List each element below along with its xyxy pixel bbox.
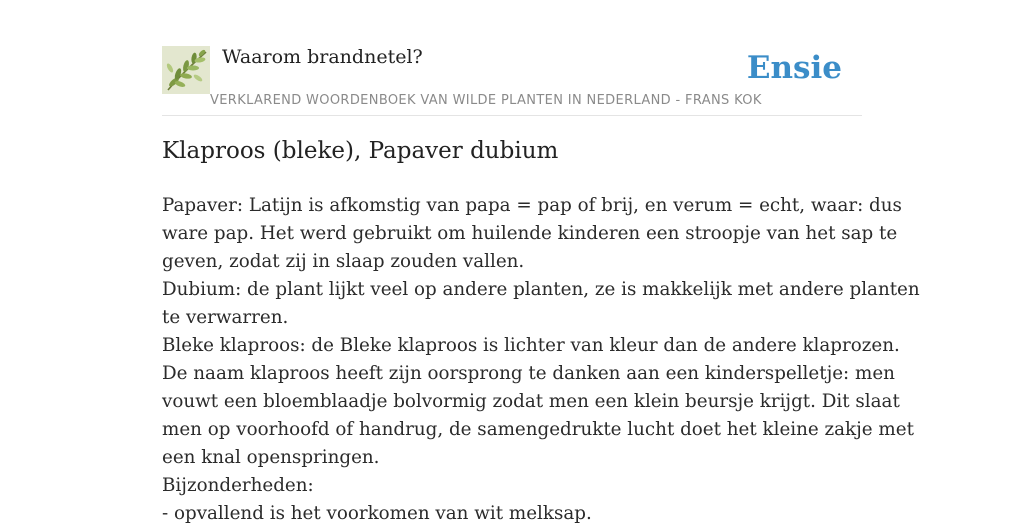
body-line: geven, zodat zij in slaap zouden vallen. <box>162 251 525 272</box>
body-line: men op voorhoofd of handrug, de samengedrukte lucht doet het kleine zakje met <box>162 419 914 440</box>
entry-body <box>162 192 920 528</box>
dictionary-subtitle[interactable]: VERKLAREND WOORDENBOEK VAN WILDE PLANTEN IN NEDERLAND - FRANS KOK <box>210 93 762 108</box>
body-line: Papaver: Latijn is afkomstig van papa = pap of brij, en verum = echt, waar: dus <box>162 195 902 216</box>
body-line: te verwarren. <box>162 307 289 328</box>
entry-title: Klaproos (bleke), Papaver dubium <box>162 138 559 164</box>
body-line: een knal openspringen. <box>162 447 380 468</box>
body-line: De naam klaproos heeft zijn oorsprong te danken aan een kinderspelletje: men <box>162 363 895 384</box>
body-line: Bleke klaproos: de Bleke klaproos is lichter van kleur dan de andere klaprozen. <box>162 335 900 356</box>
leaf-branch-icon[interactable] <box>162 46 210 94</box>
site-title[interactable]: Waarom brandnetel? <box>222 46 423 68</box>
body-line: - opvallend is het voorkomen van wit melksap. <box>162 503 592 524</box>
body-line: ware pap. Het werd gebruikt om huilende kinderen een stroopje van het sap te <box>162 223 898 244</box>
body-line: vouwt een bloemblaadje bolvormig zodat men een klein beursje krijgt. Dit slaat <box>162 391 900 412</box>
header <box>162 44 862 116</box>
body-line: Bijzonderheden: <box>162 475 314 496</box>
brand-logo[interactable]: Ensie <box>746 50 842 86</box>
body-line: Dubium: de plant lijkt veel op andere planten, ze is makkelijk met andere planten <box>162 279 920 300</box>
